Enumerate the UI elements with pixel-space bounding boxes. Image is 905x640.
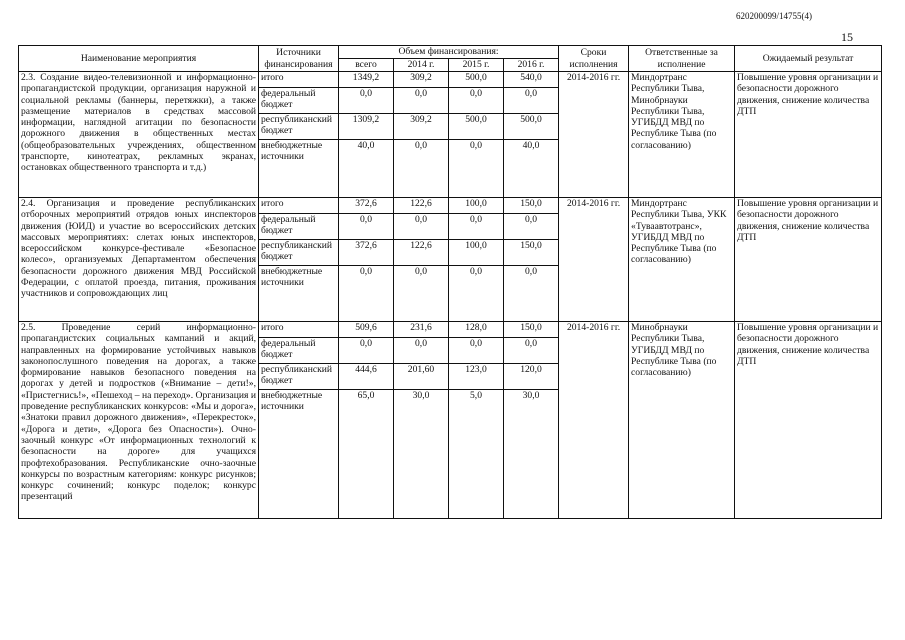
responsible-cell: Минобрнауки Республики Тыва, УГИБДД МВД по Республике Тыва (по согласованию) [629,322,735,519]
amount-cell-y2015: 0,0 [449,140,504,198]
header-2014: 2014 г. [394,59,449,72]
amount-cell-y2014: 30,0 [394,390,449,519]
amount-cell-y2014: 0,0 [394,140,449,198]
amount-cell-y2015: 0,0 [449,214,504,240]
amount-cell-total: 0,0 [339,266,394,322]
header-sources: Источники финансирования [259,46,339,72]
source-name-cell: республиканский бюджет [259,364,339,390]
amount-cell-y2015: 0,0 [449,88,504,114]
amount-cell-y2016: 0,0 [504,338,559,364]
event-cell: 2.3. Создание видео-телевизионной и информационно-пропагандистской продукции, организация наружной и социальной рекламы (баннеры, перетяжки), а также размещение материалов в средствах массовой информации, наглядной агитации по безопасности дорожного движения в общественных местах (общеобразовательных учреждениях, общественном транспорте, кинотеатрах, рекламных экранах, остановках общественного транспорта и т.д.) [19,72,259,198]
amount-cell-y2014: 309,2 [394,114,449,140]
source-name-cell: итого [259,198,339,214]
amount-cell-total: 372,6 [339,240,394,266]
source-name-cell: федеральный бюджет [259,338,339,364]
source-name-cell: федеральный бюджет [259,214,339,240]
source-name-cell: республиканский бюджет [259,114,339,140]
amount-cell-y2015: 500,0 [449,114,504,140]
amount-cell-y2015: 500,0 [449,72,504,88]
amount-cell-y2016: 150,0 [504,198,559,214]
result-cell: Повышение уровня организации и безопасности дорожного движения, снижение количества ДТП [735,198,882,322]
amount-cell-total: 1349,2 [339,72,394,88]
amount-cell-total: 509,6 [339,322,394,338]
amount-cell-y2016: 40,0 [504,140,559,198]
table-body [19,72,882,519]
amount-cell-y2016: 150,0 [504,322,559,338]
amount-cell-y2016: 150,0 [504,240,559,266]
table-row [19,72,882,88]
source-name-cell: республиканский бюджет [259,240,339,266]
amount-cell-total: 1309,2 [339,114,394,140]
terms-cell: 2014-2016 гг. [559,72,629,198]
amount-cell-y2014: 0,0 [394,88,449,114]
document-code: 620200099/14755(4) [736,11,812,21]
amount-cell-y2014: 201,60 [394,364,449,390]
amount-cell-y2016: 30,0 [504,390,559,519]
funding-table [18,45,882,519]
amount-cell-total: 0,0 [339,88,394,114]
amount-cell-total: 40,0 [339,140,394,198]
amount-cell-y2014: 309,2 [394,72,449,88]
amount-cell-total: 444,6 [339,364,394,390]
source-name-cell: внебюджетные источники [259,140,339,198]
source-name-cell: внебюджетные источники [259,266,339,322]
amount-cell-y2016: 0,0 [504,214,559,240]
source-name-cell: итого [259,322,339,338]
amount-cell-y2016: 500,0 [504,114,559,140]
source-name-cell: внебюджетные источники [259,390,339,519]
header-responsible: Ответственные за исполнение [629,46,735,72]
page-number: 15 [841,30,853,44]
amount-cell-y2015: 123,0 [449,364,504,390]
terms-cell: 2014-2016 гг. [559,322,629,519]
table-header [19,46,882,72]
amount-cell-y2016: 540,0 [504,72,559,88]
amount-cell-total: 65,0 [339,390,394,519]
amount-cell-y2014: 0,0 [394,338,449,364]
responsible-cell: Миндортранс Республики Тыва, Минобрнауки Республики Тыва, УГИБДД МВД по Республике Тыва (по согласованию) [629,72,735,198]
amount-cell-y2014: 122,6 [394,198,449,214]
amount-cell-y2015: 0,0 [449,338,504,364]
amount-cell-y2015: 100,0 [449,198,504,214]
source-name-cell: федеральный бюджет [259,88,339,114]
event-cell: 2.4. Организация и проведение республиканских отборочных мероприятий отрядов юных инспекторов движения (ЮИД) и участие во всероссийских детских массовых мероприятиях: слетах юных инспекторов, всероссийском конкурсе-фестивале «Безопасное колесо», организуемых Департаментом обеспечения безопасности дорожного движения МВД Российской Федерации, с оплатой проезда, питания, проживания участников и сопровождающих лиц [19,198,259,322]
terms-cell: 2014-2016 гг. [559,198,629,322]
table-row [19,198,882,214]
header-terms: Сроки исполнения [559,46,629,72]
header-total: всего [339,59,394,72]
header-event: Наименование мероприятия [19,46,259,72]
amount-cell-y2015: 5,0 [449,390,504,519]
amount-cell-total: 0,0 [339,214,394,240]
amount-cell-total: 372,6 [339,198,394,214]
amount-cell-y2015: 128,0 [449,322,504,338]
amount-cell-y2016: 120,0 [504,364,559,390]
header-result: Ожидаемый результат [735,46,882,72]
table-row [19,322,882,338]
amount-cell-y2015: 0,0 [449,266,504,322]
header-2015: 2015 г. [449,59,504,72]
event-cell: 2.5. Проведение серий информационно-пропагандистских социальных кампаний и акций, направленных на формирование устойчивых навыков законопослушного поведения на дорогах, а также формирование навыков безопасного поведения на дорогах у детей и подростков («Внимание – дети!», «Пристегнись!», «Пешеход – на переход». Организация и проведение республиканских конкурсов: «Мы и дорога», «Знатоки правил дорожного движения», «Перекресток», «Дорога и дети», «Дорога без Опасности»). Очно-заочный конкурс «От информационных технологий к безопасности на дороге» для учащихся профтехобразования. Республиканские очно-заочные конкурсы по возрастным категориям: конкурс рисунков; конкурс сочинений; конкурс поделок; конкурс презентаций [19,322,259,519]
amount-cell-y2014: 0,0 [394,266,449,322]
amount-cell-y2016: 0,0 [504,266,559,322]
amount-cell-y2014: 0,0 [394,214,449,240]
header-2016: 2016 г. [504,59,559,72]
result-cell: Повышение уровня организации и безопасности дорожного движения, снижение количества ДТП [735,72,882,198]
amount-cell-y2016: 0,0 [504,88,559,114]
amount-cell-y2014: 231,6 [394,322,449,338]
source-name-cell: итого [259,72,339,88]
result-cell: Повышение уровня организации и безопасности дорожного движения, снижение количества ДТП [735,322,882,519]
responsible-cell: Миндортранс Республики Тыва, УКК «Туваавтотранс», УГИБДД МВД по Республике Тыва (по согласованию) [629,198,735,322]
header-funding: Объем финансирования: [339,46,559,59]
amount-cell-y2015: 100,0 [449,240,504,266]
amount-cell-total: 0,0 [339,338,394,364]
amount-cell-y2014: 122,6 [394,240,449,266]
